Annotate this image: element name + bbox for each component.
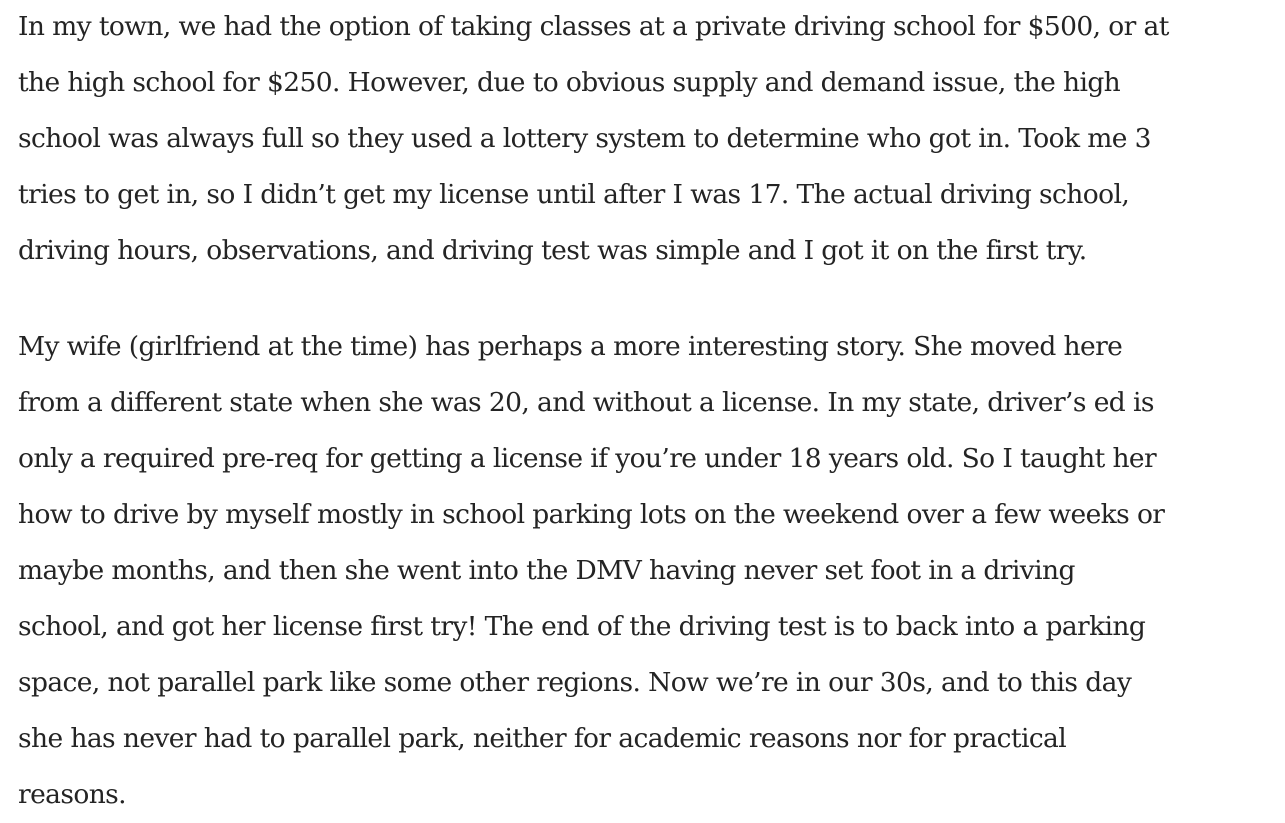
text-line: maybe months, and then she went into the DMV having never set foot in a driving — [18, 555, 1075, 586]
text-line: school was always full so they used a lottery system to determine who got in. Took me 3 — [18, 123, 1151, 154]
text-line: only a required pre-req for getting a license if you’re under 18 years old. So I taught her — [18, 443, 1157, 474]
text-line: My wife (girlfriend at the time) has perhaps a more interesting story. She moved here — [18, 331, 1123, 362]
paragraph-wife-story — [18, 319, 1265, 823]
text-line: tries to get in, so I didn’t get my license until after I was 17. The actual driving school, — [18, 179, 1130, 210]
text-line: space, not parallel park like some other regions. Now we’re in our 30s, and to this day — [18, 667, 1132, 698]
text-line: how to drive by myself mostly in school parking lots on the weekend over a few weeks or — [18, 499, 1165, 530]
text-line: In my town, we had the option of taking classes at a private driving school for $500, or at — [18, 11, 1169, 42]
text-line: from a different state when she was 20, and without a license. In my state, driver’s ed is — [18, 387, 1154, 418]
text-line: reasons. — [18, 779, 126, 810]
text-line: driving hours, observations, and driving test was simple and I got it on the first try. — [18, 235, 1087, 266]
paragraph-driving-school — [18, 0, 1265, 279]
text-line: she has never had to parallel park, neither for academic reasons nor for practical — [18, 723, 1067, 754]
text-line: school, and got her license first try! The end of the driving test is to back into a parking — [18, 611, 1146, 642]
text-line: the high school for $250. However, due to obvious supply and demand issue, the high — [18, 67, 1121, 98]
